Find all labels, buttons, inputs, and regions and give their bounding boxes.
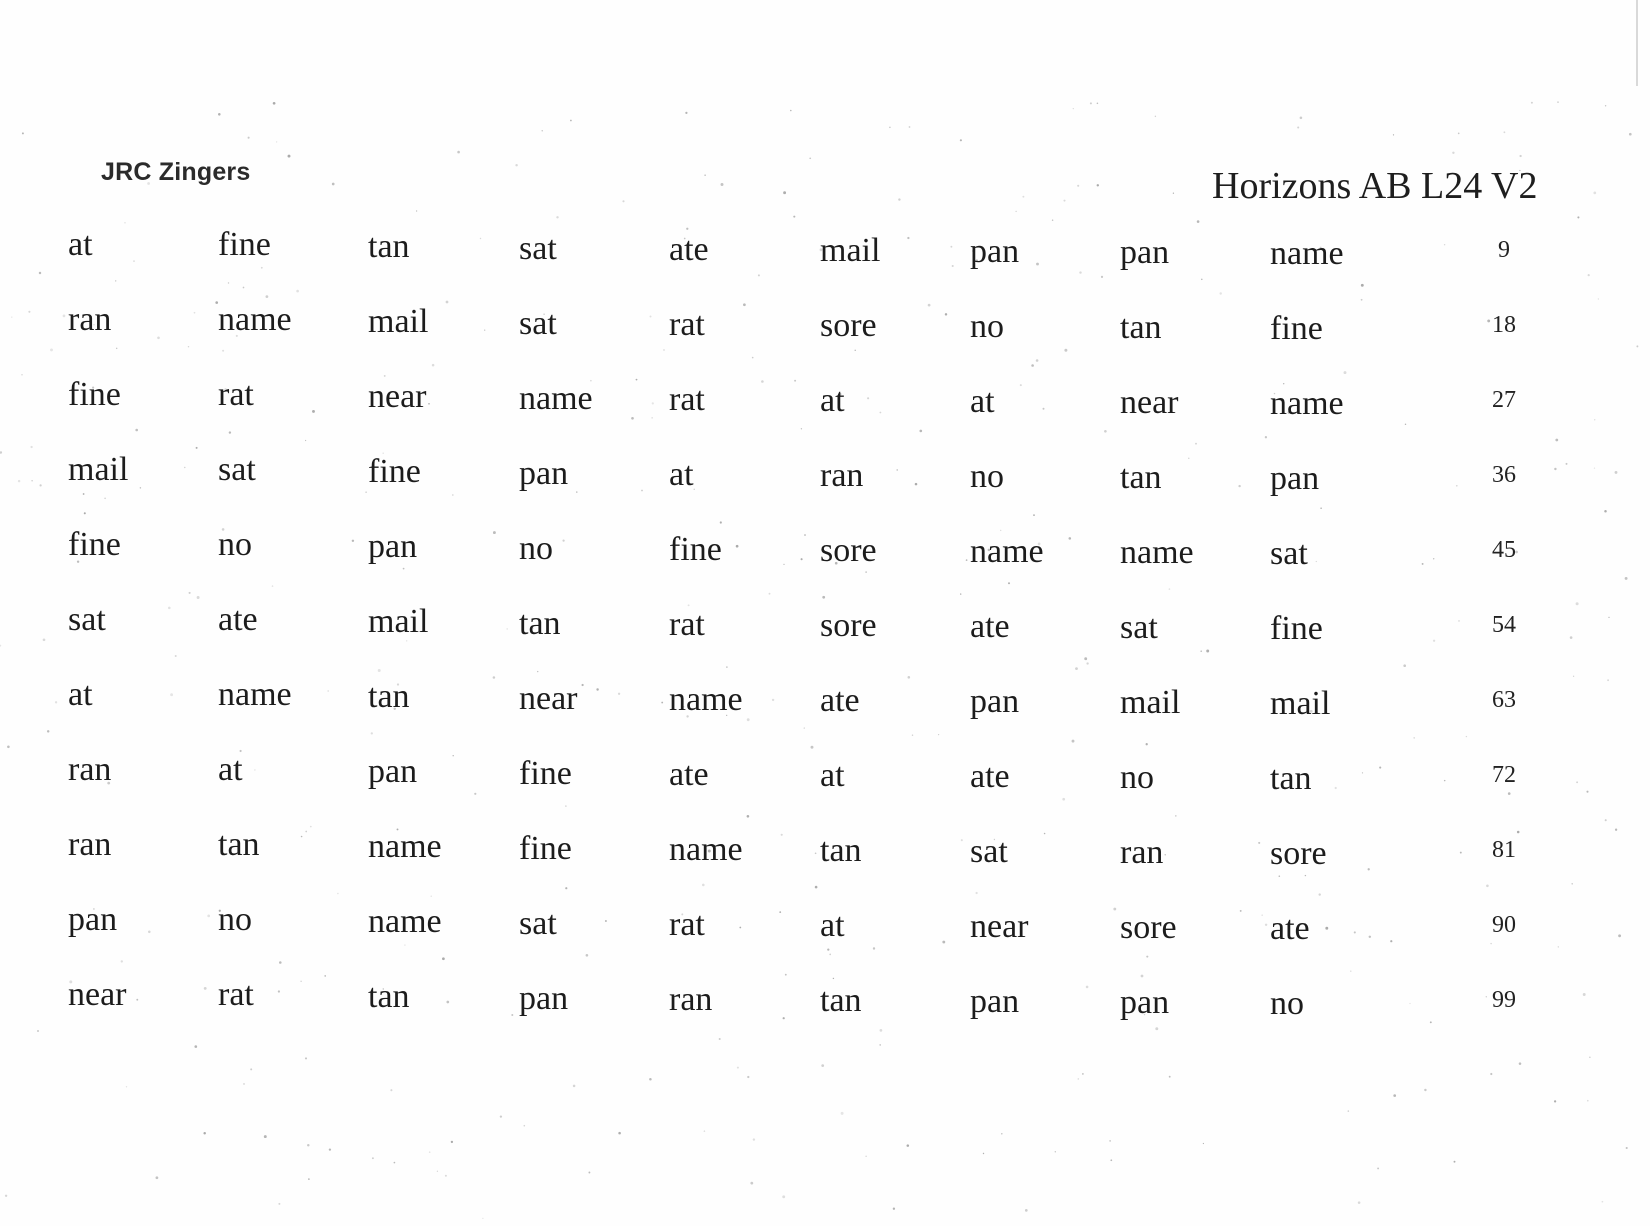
word-cell: fine: [669, 531, 722, 568]
word-cell: tan: [1120, 309, 1162, 346]
running-count: 90: [1492, 912, 1516, 938]
word-cell: ate: [669, 231, 709, 268]
word-row: [68, 525, 1528, 600]
word-cell: no: [218, 901, 252, 938]
word-cell: sat: [68, 601, 106, 638]
running-count: 54: [1492, 612, 1516, 638]
word-cell: at: [68, 226, 93, 263]
word-cell: rat: [669, 381, 705, 418]
word-cell: pan: [970, 233, 1020, 270]
word-cell: mail: [68, 451, 129, 488]
word-cell: sore: [820, 307, 877, 344]
word-row: [68, 375, 1528, 450]
word-cell: at: [218, 751, 243, 788]
running-count: 81: [1492, 837, 1516, 863]
word-cell: rat: [218, 976, 254, 1013]
word-cell: no: [1120, 759, 1154, 796]
word-cell: fine: [68, 376, 121, 413]
word-cell: name: [970, 533, 1044, 570]
word-cell: name: [218, 301, 292, 338]
word-cell: tan: [820, 832, 862, 869]
word-cell: pan: [970, 983, 1020, 1020]
word-cell: sat: [519, 905, 557, 942]
word-cell: fine: [519, 830, 572, 867]
word-cell: sat: [1270, 535, 1308, 572]
word-cell: ran: [669, 981, 713, 1018]
word-cell: sat: [218, 451, 256, 488]
word-row: [68, 600, 1528, 675]
word-row: [68, 750, 1528, 825]
word-cell: no: [970, 458, 1004, 495]
word-cell: near: [368, 378, 427, 415]
word-row: [68, 225, 1528, 300]
word-grid: [68, 225, 1528, 1050]
running-count: 36: [1492, 462, 1516, 488]
word-cell: name: [218, 676, 292, 713]
word-cell: name: [368, 828, 442, 865]
running-count: 72: [1492, 762, 1516, 788]
word-cell: near: [68, 976, 127, 1013]
word-cell: sore: [820, 532, 877, 569]
word-cell: near: [1120, 384, 1179, 421]
word-cell: tan: [1120, 459, 1162, 496]
word-cell: ate: [218, 601, 258, 638]
word-cell: near: [519, 680, 578, 717]
word-cell: name: [519, 380, 593, 417]
word-cell: no: [970, 308, 1004, 345]
word-cell: name: [1270, 235, 1344, 272]
word-cell: sat: [519, 230, 557, 267]
word-cell: sore: [1120, 909, 1177, 946]
word-cell: ran: [820, 457, 864, 494]
word-cell: fine: [368, 453, 421, 490]
word-cell: no: [519, 530, 553, 567]
word-cell: tan: [519, 605, 561, 642]
word-cell: tan: [820, 982, 862, 1019]
word-cell: pan: [1270, 460, 1320, 497]
running-count: 18: [1492, 312, 1516, 338]
word-cell: ate: [970, 608, 1010, 645]
word-cell: ran: [68, 826, 112, 863]
word-row: [68, 825, 1528, 900]
word-cell: at: [820, 757, 845, 794]
word-cell: ran: [68, 301, 112, 338]
word-cell: pan: [368, 528, 418, 565]
word-cell: rat: [669, 606, 705, 643]
word-cell: rat: [669, 906, 705, 943]
word-cell: rat: [218, 376, 254, 413]
word-cell: rat: [669, 306, 705, 343]
word-cell: pan: [970, 683, 1020, 720]
word-cell: at: [820, 907, 845, 944]
word-cell: name: [669, 831, 743, 868]
word-cell: ate: [970, 758, 1010, 795]
word-cell: ate: [1270, 910, 1310, 947]
word-cell: pan: [68, 901, 118, 938]
word-cell: at: [669, 456, 694, 493]
word-cell: ate: [820, 682, 860, 719]
word-cell: mail: [1120, 684, 1181, 721]
word-cell: sore: [820, 607, 877, 644]
word-cell: fine: [1270, 310, 1323, 347]
running-count: 63: [1492, 687, 1516, 713]
word-cell: name: [669, 681, 743, 718]
word-cell: sat: [970, 833, 1008, 870]
word-cell: sat: [519, 305, 557, 342]
word-cell: tan: [368, 978, 410, 1015]
word-cell: fine: [68, 526, 121, 563]
word-cell: fine: [218, 226, 271, 263]
word-cell: fine: [519, 755, 572, 792]
scan-edge-line: [1636, 0, 1638, 86]
word-cell: name: [368, 903, 442, 940]
word-cell: pan: [519, 455, 569, 492]
word-cell: ran: [68, 751, 112, 788]
word-cell: at: [68, 676, 93, 713]
running-count: 27: [1492, 387, 1516, 413]
word-cell: pan: [368, 753, 418, 790]
word-cell: pan: [519, 980, 569, 1017]
word-cell: name: [1270, 385, 1344, 422]
lesson-title: Horizons AB L24 V2: [1212, 165, 1538, 207]
word-cell: mail: [368, 303, 429, 340]
running-count: 45: [1492, 537, 1516, 563]
running-count: 99: [1492, 987, 1516, 1013]
word-cell: no: [218, 526, 252, 563]
word-row: [68, 450, 1528, 525]
word-cell: tan: [368, 678, 410, 715]
word-cell: no: [1270, 985, 1304, 1022]
word-cell: mail: [820, 232, 881, 269]
word-cell: ate: [669, 756, 709, 793]
word-cell: tan: [1270, 760, 1312, 797]
word-cell: tan: [368, 228, 410, 265]
word-cell: sore: [1270, 835, 1327, 872]
word-cell: at: [820, 382, 845, 419]
word-cell: pan: [1120, 984, 1170, 1021]
word-cell: mail: [1270, 685, 1331, 722]
running-count: 9: [1498, 237, 1510, 263]
word-cell: ran: [1120, 834, 1164, 871]
word-cell: sat: [1120, 609, 1158, 646]
word-row: [68, 900, 1528, 975]
word-cell: pan: [1120, 234, 1170, 271]
word-cell: at: [970, 383, 995, 420]
word-cell: near: [970, 908, 1029, 945]
word-cell: mail: [368, 603, 429, 640]
word-row: [68, 975, 1528, 1050]
word-cell: tan: [218, 826, 260, 863]
word-row: [68, 300, 1528, 375]
word-cell: fine: [1270, 610, 1323, 647]
word-row: [68, 675, 1528, 750]
word-cell: name: [1120, 534, 1194, 571]
brand-title: JRC Zingers: [101, 158, 251, 186]
